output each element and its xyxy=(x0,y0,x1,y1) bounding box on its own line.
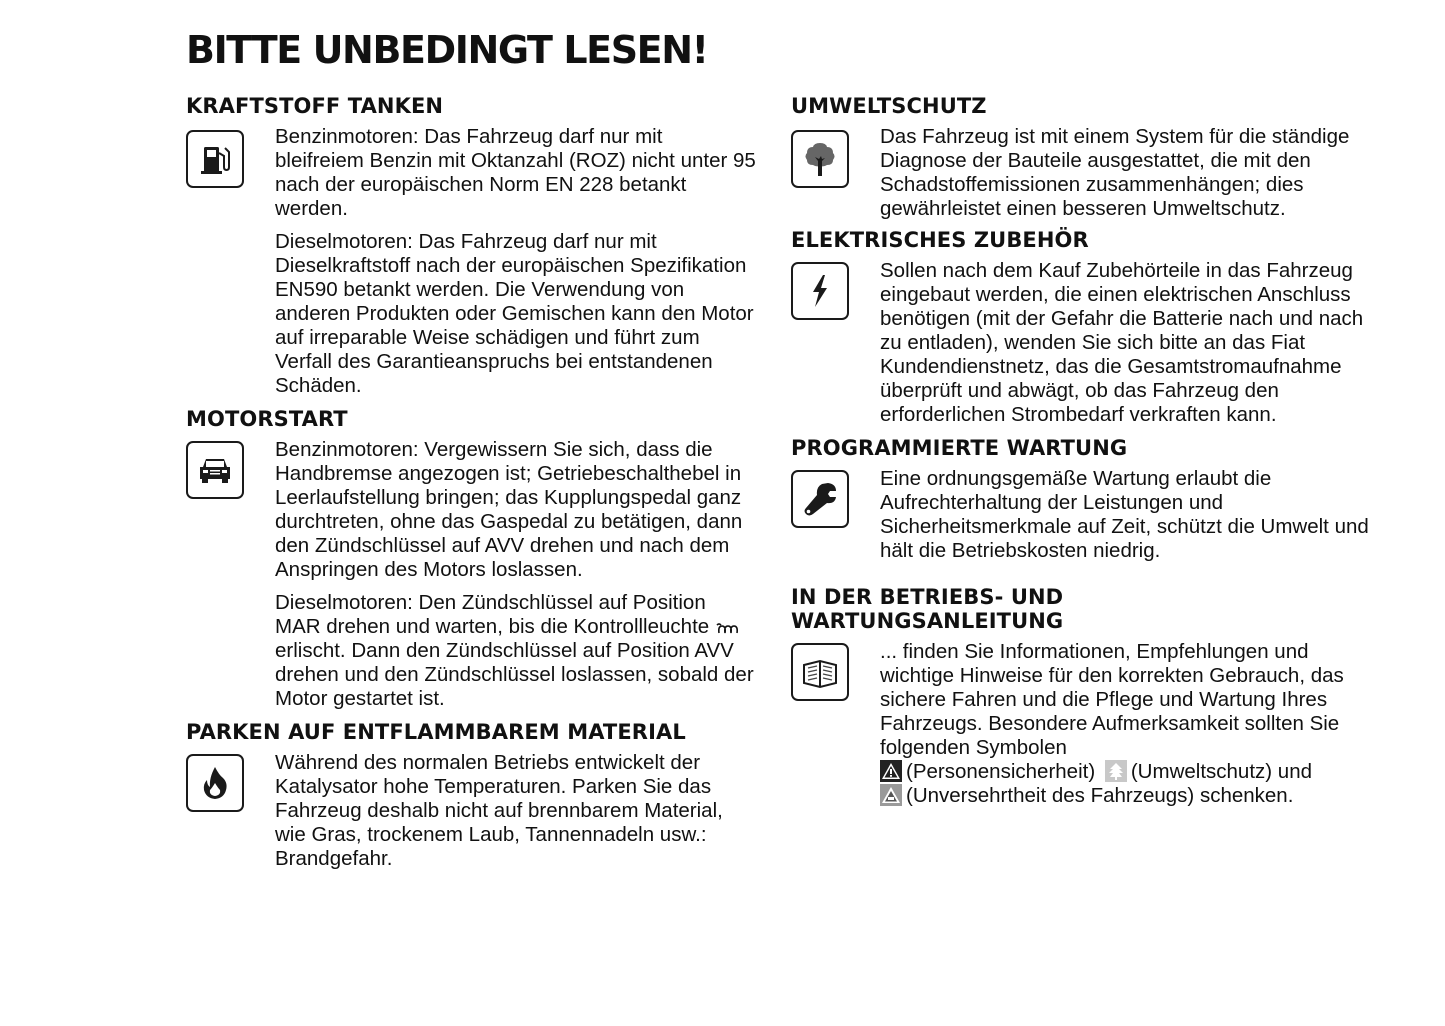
parking-paragraph: Während des normalen Betriebs entwickelt der Katalysator hohe Temperaturen. Parken Sie das Fahrzeug deshalb nicht auf brennbarem Material, wie Gras, trockenem Laub, Tannennadeln usw.: Brandgefahr. xyxy=(275,751,723,870)
start-diesel-text-a: Dieselmotoren: Den Zündschlüssel auf Position MAR drehen und warten, bis die Kontrollleuchte xyxy=(275,591,710,638)
manual-text: ... finden Sie Informationen, Empfehlungen und wichtige Hinweise für den korrekten Gebrauch, das sichere Fahren und die Pflege und Wartung Ihres Fahrzeugs. Besondere Aufmerksamkeit sollten Sie folgenden Symbolen xyxy=(880,640,1344,759)
wrench-icon xyxy=(791,470,849,528)
section-heading-env: UMWELTSCHUTZ xyxy=(791,94,987,118)
right-column xyxy=(791,94,1371,817)
section-parking xyxy=(186,720,756,871)
section-maintenance xyxy=(791,436,1371,563)
elec-paragraph: Sollen nach dem Kauf Zubehörteile in das Fahrzeug eingebaut werden, die einen elektrischen Anschluss benötigen (mit der Gefahr die Batterie nach und nach zu entladen), wenden Sie sich bitte an das Fiat Kundendienstnetz, das die Gesamtstromaufnahme überprüft und abwägt, ob das Fahrzeug den erforderlichen Strombedarf verkraften kann. xyxy=(880,259,1364,426)
lightning-icon xyxy=(791,262,849,320)
open-book-icon xyxy=(791,643,849,701)
maint-paragraph: Eine ordnungsgemäße Wartung erlaubt die Aufrechterhaltung der Leistungen und Sicherheitsmerkmale auf Zeit, schützt die Umwelt und hält die Betriebskosten niedrig. xyxy=(880,467,1369,562)
symbol-env-label: (Umweltschutz) und xyxy=(1130,760,1312,783)
left-column xyxy=(186,94,756,880)
section-heading-parking: PARKEN AUF ENTFLAMMBAREM MATERIAL xyxy=(186,720,686,744)
page-title: BITTE UNBEDINGT LESEN! xyxy=(186,28,708,72)
warning-vehicle-icon xyxy=(880,784,902,806)
section-heading-fuel: KRAFTSTOFF TANKEN xyxy=(186,94,444,118)
section-heading-start: MOTORSTART xyxy=(186,407,348,431)
tree-icon xyxy=(791,130,849,188)
glow-plug-icon xyxy=(715,621,741,635)
start-diesel-text-b: erlischt. Dann den Zündschlüssel auf Position AVV drehen und den Zündschlüssel loslassen, sobald der Motor gestartet ist. xyxy=(275,639,754,710)
section-heading-elec: ELEKTRISCHES ZUBEHÖR xyxy=(791,228,1089,252)
warning-person-icon xyxy=(880,760,902,782)
section-heading-maint: PROGRAMMIERTE WARTUNG xyxy=(791,436,1128,460)
fuel-paragraph-petrol: Benzinmotoren: Das Fahrzeug darf nur mit bleifreiem Benzin mit Oktanzahl (ROZ) nicht unter 95 nach der europäischen Norm EN 228 betankt werden. xyxy=(275,125,756,220)
section-manual xyxy=(791,585,1371,808)
heading-manual-line2: WARTUNGSANLEITUNG xyxy=(791,609,1064,633)
start-paragraph-diesel xyxy=(275,591,756,711)
fuel-pump-icon xyxy=(186,130,244,188)
flame-icon xyxy=(186,754,244,812)
env-paragraph: Das Fahrzeug ist mit einem System für die ständige Diagnose der Bauteile ausgestattet, die mit den Schadstoffemissionen zusammenhängen; dies gewährleistet einen besseren Umweltschutz. xyxy=(880,125,1350,220)
section-electrical xyxy=(791,228,1371,427)
section-environment xyxy=(791,94,1371,221)
section-heading-manual xyxy=(791,585,1371,633)
section-fuel xyxy=(186,94,756,398)
section-engine-start xyxy=(186,407,756,711)
car-icon xyxy=(186,441,244,499)
manual-paragraph xyxy=(880,640,1371,808)
start-paragraph-petrol: Benzinmotoren: Vergewissern Sie sich, dass die Handbremse angezogen ist; Getriebeschalthebel in Leerlaufstellung bringen; das Kupplungspedal ganz durchtreten, ohne das Gaspedal zu betätigen, dann den Zündschlüssel auf AVV drehen und nach dem Anspringen des Motors loslassen. xyxy=(275,438,743,581)
heading-manual-line1: IN DER BETRIEBS- UND xyxy=(791,585,1064,609)
symbol-person-label: (Personensicherheit) xyxy=(906,760,1096,783)
symbol-vehicle-label: (Unversehrtheit des Fahrzeugs) schenken. xyxy=(906,784,1294,807)
environment-symbol-icon xyxy=(1105,760,1127,782)
fuel-paragraph-diesel: Dieselmotoren: Das Fahrzeug darf nur mit Dieselkraftstoff nach der europäischen Spezifikation EN590 betankt werden. Die Verwendung von anderen Produkten oder Gemischen kann den Motor auf irreparable Weise schädigen und führt zum Verfall des Garantieanspruchs bei entstandenen Schäden. xyxy=(275,230,754,397)
